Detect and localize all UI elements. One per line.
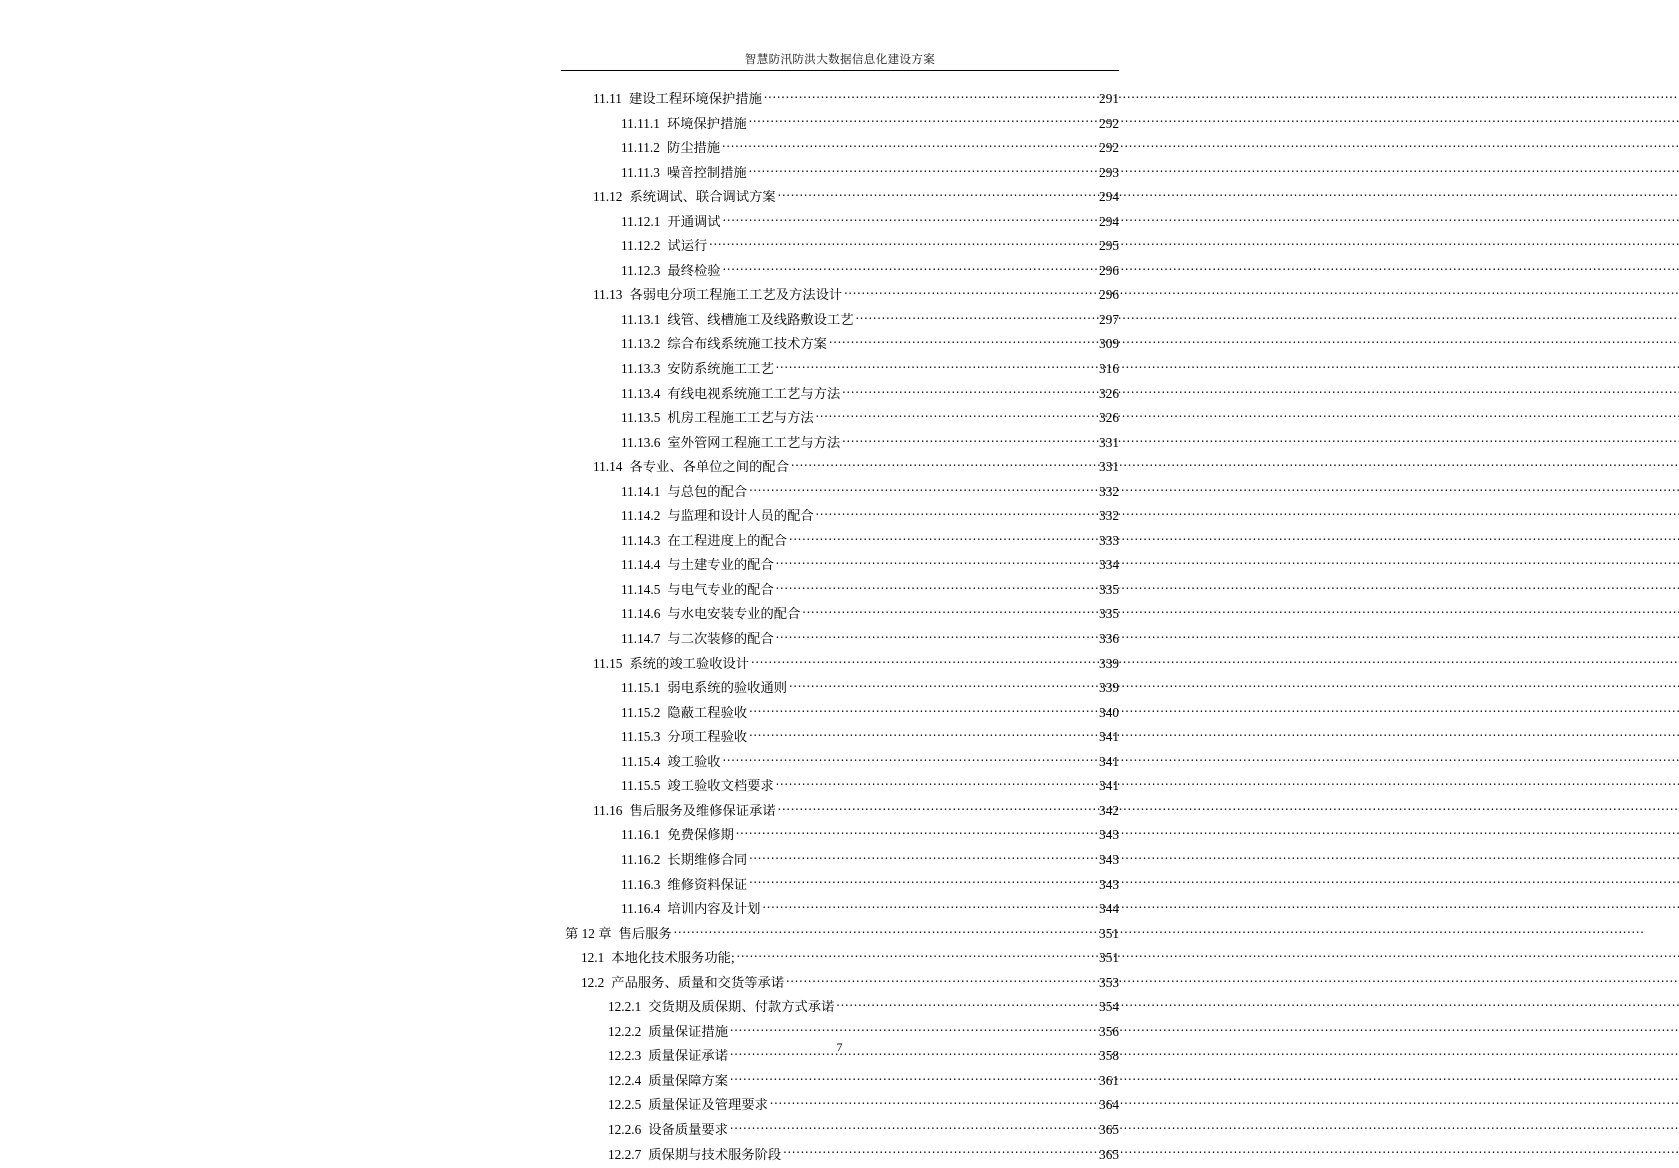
toc-leader-dots [730, 1022, 1098, 1035]
toc-entry-page: 339 [1099, 680, 1119, 696]
toc-leader-dots [723, 752, 1098, 765]
toc-entry-title: 与电气专业的配合 [667, 581, 774, 597]
toc-entry-number: 11.16.3 [621, 876, 661, 892]
toc-entry-label [621, 554, 774, 573]
toc-entry-number: 11.15 [593, 655, 623, 671]
toc-entry-label [621, 162, 747, 181]
toc-leader-dots [789, 532, 1098, 545]
toc-entry-label [593, 800, 776, 819]
toc-entry-label [593, 88, 762, 107]
toc-entry[interactable] [608, 1119, 1119, 1144]
toc-entry-number: 第 12 章 [565, 925, 612, 941]
toc-entry-number: 11.12.3 [621, 262, 661, 278]
toc-entry-title: 质量保证承诺 [648, 1048, 729, 1064]
toc-leader-dots [730, 1121, 1098, 1134]
toc-leader-dots [749, 163, 1098, 176]
toc-entry-number: 12.2.1 [608, 999, 642, 1015]
toc-entry-title: 与水电安装专业的配合 [667, 606, 801, 622]
toc-entry-label [621, 824, 734, 843]
toc-entry-number: 11.12.2 [621, 238, 661, 254]
document-page [443, 0, 1236, 1162]
toc-entry-title: 噪音控制措施 [666, 164, 747, 180]
toc-entry-number: 11.14.7 [621, 631, 661, 647]
toc-leader-dots [816, 507, 1098, 520]
toc-entry-number: 11.14.1 [621, 483, 661, 499]
toc-entry-number: 11.11.1 [621, 115, 660, 131]
toc-entry-page: 358 [1099, 1048, 1119, 1064]
toc-entry-label [581, 972, 784, 991]
toc-entry-page: 365 [1099, 1121, 1119, 1137]
toc-entry-label [621, 677, 787, 696]
toc-entry[interactable] [621, 530, 1119, 555]
toc-entry[interactable] [621, 579, 1119, 604]
toc-entry-title: 在工程进度上的配合 [667, 532, 788, 548]
page-footer [443, 1040, 1236, 1055]
toc-entry-number: 11.15.2 [621, 704, 661, 720]
toc-entry-title: 安防系统施工工艺 [667, 361, 774, 377]
toc-entry-title: 隐蔽工程验收 [667, 704, 748, 720]
toc-entry[interactable] [621, 849, 1119, 874]
page-number: 7 [836, 1040, 843, 1054]
toc-entry[interactable] [621, 358, 1119, 383]
toc-entry-title: 与土建专业的配合 [667, 557, 774, 573]
toc-leader-dots [783, 1145, 1098, 1158]
toc-entry-number: 12.2.2 [608, 1023, 642, 1039]
toc-entry-label [608, 1021, 728, 1040]
toc-entry-label [621, 432, 840, 451]
toc-entry-title: 与监理和设计人员的配合 [667, 508, 814, 524]
toc-entry-number: 11.15.3 [621, 729, 661, 745]
toc-entry-number: 11.16.4 [621, 901, 661, 917]
toc-entry-page: 339 [1099, 655, 1119, 671]
toc-leader-dots [674, 924, 1098, 937]
toc-leader-dots [842, 384, 1098, 397]
toc-entry-title: 质量保障方案 [648, 1072, 729, 1088]
toc-entry-page: 291 [1099, 91, 1119, 106]
toc-leader-dots [776, 360, 1098, 373]
toc-entry-number: 11.13.3 [621, 361, 661, 377]
toc-leader-dots [770, 1096, 1098, 1109]
toc-entry-number: 11.13 [593, 287, 623, 303]
toc-leader-dots [751, 654, 1098, 667]
toc-entry-page: 326 [1099, 385, 1119, 401]
toc-entry-page: 354 [1099, 999, 1119, 1015]
toc-entry[interactable] [608, 1070, 1119, 1095]
toc-leader-dots [749, 482, 1098, 495]
toc-entry-number: 11.14.3 [621, 532, 661, 548]
toc-entry-title: 质量保证及管理要求 [648, 1097, 768, 1113]
table-of-contents [443, 88, 1236, 1168]
toc-entry-label [621, 358, 774, 377]
toc-leader-dots [856, 311, 1098, 324]
toc-leader-dots [730, 1072, 1098, 1085]
toc-entry-number: 11.11 [593, 91, 622, 106]
toc-entry-label [608, 1094, 768, 1113]
toc-entry-title: 质保期与技术服务阶段 [648, 1146, 782, 1162]
toc-leader-dots [829, 335, 1098, 348]
toc-entry-page: 343 [1099, 851, 1119, 867]
toc-entry-title: 试运行 [667, 238, 708, 254]
toc-entry[interactable] [565, 923, 1119, 948]
toc-entry[interactable] [621, 751, 1119, 776]
toc-entry-page: 341 [1099, 753, 1119, 769]
toc-entry-title: 综合布线系统施工技术方案 [667, 336, 827, 352]
toc-entry-page: 294 [1099, 189, 1119, 205]
toc-entry-title: 竣工验收 [667, 753, 721, 769]
toc-entry-page: 316 [1099, 361, 1119, 377]
toc-leader-dots [791, 458, 1098, 471]
toc-leader-dots [723, 212, 1098, 225]
toc-entry[interactable] [621, 333, 1119, 358]
toc-entry-page: 332 [1099, 508, 1119, 524]
toc-entry-label [621, 481, 747, 500]
toc-entry-title: 与总包的配合 [667, 483, 748, 499]
toc-leader-dots [749, 875, 1098, 888]
toc-leader-dots [776, 630, 1098, 643]
toc-entry-label [608, 996, 834, 1015]
toc-entry-number: 12.2.5 [608, 1097, 642, 1113]
toc-entry-label [621, 603, 800, 622]
toc-entry-page: 296 [1099, 287, 1119, 303]
toc-entry-page: 333 [1099, 532, 1119, 548]
toc-entry-title: 机房工程施工工艺与方法 [667, 410, 814, 426]
toc-entry-title: 防尘措施 [666, 140, 721, 156]
toc-entry[interactable] [593, 800, 1119, 825]
toc-entry[interactable] [621, 775, 1119, 800]
toc-entry-title: 竣工验收文档要求 [667, 778, 774, 794]
toc-entry-label [621, 309, 854, 328]
toc-entry[interactable] [593, 456, 1119, 481]
toc-entry-page: 326 [1099, 410, 1119, 426]
toc-entry-label [621, 260, 721, 279]
toc-entry-label [621, 505, 814, 524]
toc-entry-page: 294 [1099, 213, 1119, 229]
toc-entry-number: 12.2.4 [608, 1072, 642, 1088]
toc-entry[interactable] [608, 996, 1119, 1021]
toc-entry-number: 12.2.7 [608, 1146, 642, 1162]
toc-leader-dots [816, 409, 1098, 422]
toc-entry-title: 长期维修合同 [667, 851, 748, 867]
toc-entry-label [621, 383, 840, 402]
toc-entry-title: 质量保证措施 [648, 1023, 729, 1039]
toc-entry[interactable] [621, 898, 1119, 923]
toc-entry[interactable] [593, 653, 1119, 678]
toc-entry-number: 11.14 [593, 459, 623, 475]
toc-entry-label [593, 284, 842, 303]
toc-leader-dots [776, 777, 1098, 790]
toc-leader-dots [778, 802, 1098, 815]
toc-entry[interactable] [621, 162, 1119, 187]
toc-entry[interactable] [593, 284, 1119, 309]
toc-entry[interactable] [593, 186, 1119, 211]
toc-entry[interactable] [621, 113, 1119, 138]
toc-entry-title: 室外管网工程施工工艺与方法 [667, 434, 841, 450]
toc-entry[interactable] [621, 505, 1119, 530]
toc-entry-title: 售后服务及维修保证承诺 [629, 802, 776, 818]
toc-entry-page: 356 [1099, 1023, 1119, 1039]
toc-entry-page: 293 [1099, 164, 1119, 180]
toc-entry-label [621, 849, 747, 868]
toc-leader-dots [762, 900, 1098, 913]
toc-entry[interactable] [621, 603, 1119, 628]
toc-entry-title: 环境保护措施 [666, 115, 747, 131]
toc-entry-number: 12.2.6 [608, 1121, 642, 1137]
toc-entry-title: 分项工程验收 [667, 729, 748, 745]
toc-entry[interactable] [608, 1094, 1119, 1119]
toc-entry-number: 11.13.6 [621, 434, 661, 450]
toc-entry-number: 11.12.1 [621, 213, 661, 229]
toc-leader-dots [789, 679, 1098, 692]
toc-entry-title: 系统的竣工验收设计 [629, 655, 750, 671]
toc-entry[interactable] [621, 383, 1119, 408]
toc-entry-label [621, 113, 747, 132]
toc-entry-title: 弱电系统的验收通则 [667, 680, 788, 696]
toc-entry-number: 12.2.3 [608, 1048, 642, 1064]
toc-entry-title: 设备质量要求 [648, 1121, 729, 1137]
toc-entry[interactable] [621, 628, 1119, 653]
toc-leader-dots [776, 581, 1098, 594]
toc-entry-number: 11.11.2 [621, 140, 660, 156]
toc-entry-page: 351 [1099, 925, 1119, 941]
toc-entry-page: 336 [1099, 631, 1119, 647]
toc-leader-dots [844, 286, 1098, 299]
toc-entry[interactable] [621, 554, 1119, 579]
toc-entry[interactable] [621, 874, 1119, 899]
toc-entry-page: 343 [1099, 876, 1119, 892]
toc-leader-dots [776, 556, 1098, 569]
toc-entry[interactable] [621, 726, 1119, 751]
toc-entry-page: 353 [1099, 974, 1119, 990]
toc-leader-dots [737, 949, 1098, 962]
toc-entry-label [621, 407, 814, 426]
toc-entry-page: 335 [1099, 606, 1119, 622]
toc-entry[interactable] [621, 407, 1119, 432]
toc-entry-page: 335 [1099, 581, 1119, 597]
toc-entry-title: 售后服务 [618, 925, 672, 941]
toc-entry-title: 维修资料保证 [667, 876, 748, 892]
toc-entry-label [621, 702, 747, 721]
toc-leader-dots [709, 237, 1098, 250]
toc-entry[interactable] [621, 481, 1119, 506]
toc-entry-label [621, 898, 760, 917]
toc-entry-page: 292 [1099, 140, 1119, 156]
toc-entry-title: 与二次装修的配合 [667, 631, 774, 647]
toc-entry[interactable] [621, 824, 1119, 849]
toc-entry[interactable] [593, 88, 1119, 113]
toc-leader-dots [736, 826, 1098, 839]
toc-entry-number: 11.15.5 [621, 778, 661, 794]
toc-entry-number: 11.12 [593, 189, 623, 205]
toc-leader-dots [778, 188, 1098, 201]
toc-entry-number: 11.13.1 [621, 311, 661, 327]
toc-entry-label [608, 1119, 728, 1138]
toc-entry-label [581, 947, 735, 966]
toc-entry-label [593, 456, 789, 475]
toc-leader-dots [764, 90, 1098, 103]
toc-entry-number: 11.13.4 [621, 385, 661, 401]
toc-entry-page: 331 [1099, 434, 1119, 450]
toc-entry-page: 341 [1099, 778, 1119, 794]
toc-entry-number: 11.16.1 [621, 827, 661, 843]
header-divider [561, 70, 1119, 71]
toc-entry-label [621, 751, 721, 770]
toc-entry-number: 11.16.2 [621, 851, 661, 867]
toc-entry-page: 292 [1099, 115, 1119, 131]
toc-entry-number: 11.14.4 [621, 557, 661, 573]
toc-entry[interactable] [621, 432, 1119, 457]
toc-entry-page: 295 [1099, 238, 1119, 254]
toc-leader-dots [749, 851, 1098, 864]
toc-entry-title: 线管、线槽施工及线路敷设工艺 [667, 311, 854, 327]
toc-entry-page: 334 [1099, 557, 1119, 573]
toc-entry-title: 建设工程环境保护措施 [628, 91, 762, 106]
toc-entry-number: 11.13.2 [621, 336, 661, 352]
toc-entry[interactable] [621, 235, 1119, 260]
toc-entry[interactable] [621, 260, 1119, 285]
toc-entry-page: 361 [1099, 1072, 1119, 1088]
toc-entry-label [621, 874, 747, 893]
toc-entry[interactable] [621, 211, 1119, 236]
toc-entry-label [621, 530, 787, 549]
toc-leader-dots [786, 973, 1098, 986]
toc-entry-label [621, 211, 721, 230]
toc-entry-page: 342 [1099, 802, 1119, 818]
toc-leader-dots [749, 114, 1098, 127]
toc-entry-number: 11.11.3 [621, 164, 660, 180]
header-title: 智慧防汛防洪大数据信息化建设方案 [744, 54, 936, 66]
toc-entry[interactable] [621, 677, 1119, 702]
toc-entry-number: 11.14.2 [621, 508, 661, 524]
toc-entry-page: 331 [1099, 459, 1119, 475]
toc-entry-page: 309 [1099, 336, 1119, 352]
toc-entry[interactable] [608, 1144, 1119, 1168]
toc-entry-number: 11.13.5 [621, 410, 661, 426]
toc-entry-number: 11.14.5 [621, 581, 661, 597]
toc-entry[interactable] [581, 947, 1119, 972]
toc-entry-page: 296 [1099, 262, 1119, 278]
toc-entry-title: 系统调试、联合调试方案 [629, 189, 776, 205]
toc-entry-page: 341 [1099, 729, 1119, 745]
toc-entry-number: 11.14.6 [621, 606, 661, 622]
toc-leader-dots [802, 605, 1098, 618]
toc-entry-page: 297 [1099, 311, 1119, 327]
toc-entry-title: 最终检验 [667, 262, 721, 278]
toc-entry-label [621, 628, 774, 647]
toc-entry-page: 365 [1099, 1146, 1119, 1162]
toc-entry-page: 364 [1099, 1097, 1119, 1113]
toc-entry-title: 培训内容及计划 [667, 901, 761, 917]
toc-entry-number: 12.1 [581, 950, 605, 966]
toc-entry-label [621, 726, 747, 745]
toc-entry-number: 11.15.4 [621, 753, 661, 769]
toc-entry-page: 332 [1099, 483, 1119, 499]
toc-entry-number: 11.15.1 [621, 680, 661, 696]
toc-entry-title: 本地化技术服务功能; [611, 950, 735, 966]
toc-entry-title: 有线电视系统施工工艺与方法 [667, 385, 841, 401]
toc-entry-page: 351 [1099, 950, 1119, 966]
toc-entry[interactable] [581, 972, 1119, 997]
toc-leader-dots [842, 433, 1098, 446]
toc-leader-dots [723, 262, 1098, 275]
toc-entry-label [593, 653, 749, 672]
toc-entry-number: 11.16 [593, 802, 623, 818]
toc-entry-label [621, 579, 774, 598]
toc-entry-page: 340 [1099, 704, 1119, 720]
toc-leader-dots [749, 703, 1098, 716]
running-header [561, 52, 1119, 71]
toc-leader-dots [836, 998, 1098, 1011]
toc-entry-label [621, 333, 827, 352]
toc-entry-label [608, 1144, 781, 1163]
toc-entry-label [593, 186, 776, 205]
toc-entry-label [621, 137, 720, 156]
toc-entry-label [621, 235, 707, 254]
toc-entry-title: 交货期及质保期、付款方式承诺 [648, 999, 835, 1015]
toc-entry[interactable] [621, 137, 1119, 162]
toc-entry-title: 各专业、各单位之间的配合 [629, 459, 789, 475]
toc-entry-label [621, 775, 774, 794]
toc-entry-title: 各弱电分项工程施工工艺及方法设计 [629, 287, 843, 303]
toc-entry[interactable] [621, 702, 1119, 727]
toc-entry[interactable] [621, 309, 1119, 334]
toc-entry-page: 343 [1099, 827, 1119, 843]
toc-entry-page: 344 [1099, 901, 1119, 917]
toc-entry-label [565, 923, 672, 942]
toc-entry-title: 免费保修期 [667, 827, 734, 843]
toc-entry-number: 12.2 [581, 974, 605, 990]
toc-leader-dots [749, 728, 1098, 741]
toc-entry-title: 产品服务、质量和交货等承诺 [611, 974, 785, 990]
toc-entry-title: 开通调试 [667, 213, 721, 229]
toc-entry-label [608, 1070, 728, 1089]
toc-leader-dots [722, 139, 1098, 152]
